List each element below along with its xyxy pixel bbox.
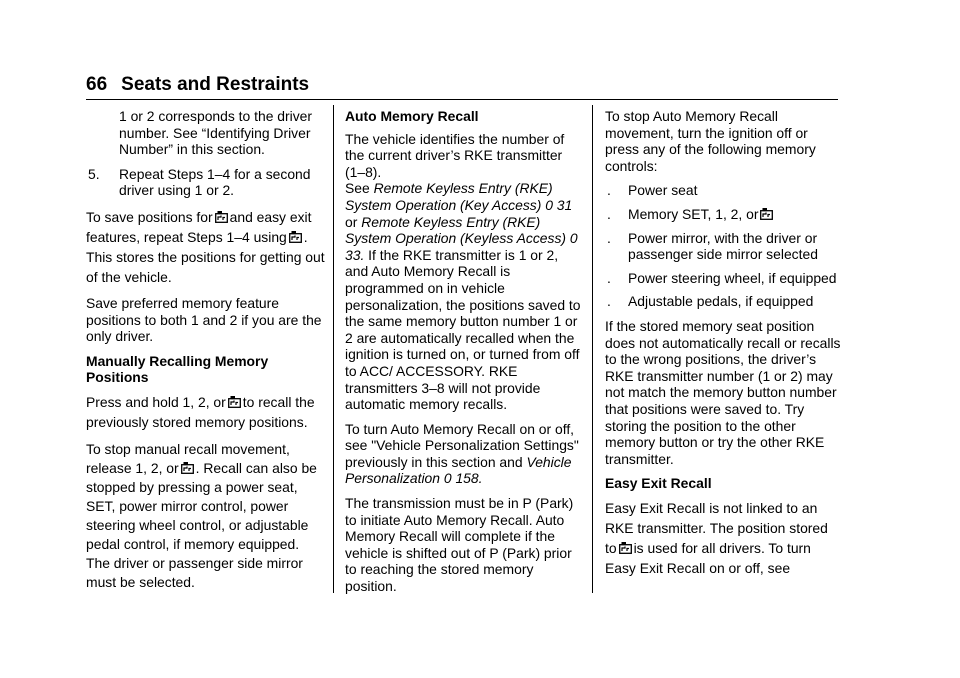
page-ref-arrow: 0 <box>443 470 452 487</box>
easy-exit-text-1: Easy Exit Recall is not linked to an RKE transmitter. The position stored to <box>605 499 828 556</box>
stop-auto-para: To stop Auto Memory Recall movement, turn the ignition off or press any of the following memory controls: <box>605 108 816 174</box>
or-text: or <box>345 213 358 230</box>
page-ref-arrow: 0 <box>545 196 553 213</box>
see-text: See <box>345 180 370 197</box>
list-item <box>605 293 841 310</box>
easy-exit-button-icon <box>215 211 228 223</box>
auto-memory-heading: Auto Memory Recall <box>345 108 479 124</box>
stop-text-2: . Recall can also be stopped by pressing a power seat, SET, power mirror control, power steering wheel control, or adjustable pedal control, if memory equipped. The driver or passenger side mirror must be selected. <box>86 459 317 590</box>
save-text-1: To save positions for <box>86 208 213 225</box>
bullet: . <box>607 182 611 199</box>
section-title: Seats and Restraints <box>121 74 310 95</box>
manual-recall-heading: Manually Recalling Memory Positions <box>86 352 269 386</box>
page-ref-158[interactable]: 158. <box>455 470 483 487</box>
page-ref-31[interactable]: 31 <box>556 196 573 213</box>
bullet: . <box>607 205 611 222</box>
save-text-3: . This stores the positions for getting out of the vehicle. <box>86 228 325 285</box>
column-divider-2 <box>592 105 593 593</box>
save-preferred-para: Save preferred memory feature positions to both 1 and 2 if you are the only driver. <box>86 294 322 345</box>
press-hold-para <box>86 392 326 432</box>
step-text: Repeat Steps 1–4 for a second driver using 1 or 2. <box>119 165 311 199</box>
bullet-text-part: Memory SET, 1, 2, or <box>628 205 759 222</box>
bullet: . <box>607 269 611 286</box>
list-item <box>605 230 841 263</box>
auto-memory-para-4: The transmission must be in P (Park) to initiate Auto Memory Recall. Auto Memory Recall will complete if the vehicle is shifted out of P (Park) prior to reaching the stored memory position. <box>345 495 574 595</box>
step-number: 5. <box>88 165 100 182</box>
bullet-text <box>628 206 775 223</box>
page-number: 66 <box>86 74 108 95</box>
page-ref-33[interactable]: 33. <box>345 246 365 263</box>
bullet-text: Adjustable pedals, if equipped <box>628 293 814 310</box>
auto-memory-para-1: The vehicle identifies the number of the current driver’s RKE transmitter (1–8). <box>345 130 565 180</box>
stop-text-1: To stop manual recall movement, release 1, 2, or <box>86 440 290 476</box>
cross-ref-rke-key-access[interactable]: Remote Keyless Entry (RKE) System Operation (Key Access) <box>345 180 553 213</box>
bullet: . <box>607 229 611 246</box>
column-3 <box>605 108 841 586</box>
turn-on-off-text: To turn Auto Memory Recall on or off, see "Vehicle Personalization Settings" previously in this section and <box>345 420 579 470</box>
bullet: . <box>607 293 611 310</box>
easy-exit-button-icon <box>228 396 241 408</box>
easy-exit-text-2: is used for all drivers. To turn Easy Exit Recall on or off, see <box>605 539 811 576</box>
cross-ref-rke-keyless-access[interactable]: Remote Keyless Entry (RKE) System Operation (Keyless Access) <box>345 213 567 247</box>
column-2 <box>345 108 581 603</box>
auto-memory-text: If the RKE transmitter is 1 or 2, and Auto Memory Recall is programmed on in vehicle personalization, the positions saved to the same memory button number 1 or 2 are automatically recalled when the ignition is turned on, or turned from off to ACC/ ACCESSORY. RKE transmitters 3–8 will not provide automatic memory recalls. <box>345 246 581 413</box>
mismatch-para: If the stored memory seat position does not automatically recall or recalls to the wrong positions, the driver’s RKE transmitter number (1 or 2) may not match the memory button number that positions were saved to. Try storing the position to the other memory button or try the other RKE transmitter. <box>605 317 841 467</box>
step-5 <box>86 166 326 199</box>
auto-memory-para-3 <box>345 421 581 487</box>
easy-exit-heading: Easy Exit Recall <box>605 475 712 492</box>
bullet-text: Power steering wheel, if equipped <box>628 269 837 286</box>
header-rule <box>86 99 838 100</box>
page-header <box>86 74 309 96</box>
easy-exit-button-icon <box>619 542 632 554</box>
stop-manual-para <box>86 440 326 592</box>
easy-exit-button-icon <box>760 208 773 220</box>
easy-exit-button-icon <box>289 231 302 243</box>
list-item <box>605 182 841 199</box>
continued-text: 1 or 2 corresponds to the driver number. See “Identifying Driver Number” in this section. <box>119 108 313 158</box>
save-text-2: and easy exit features, repeat Steps 1–4 using <box>86 208 312 245</box>
press-text-1: Press and hold 1, 2, or <box>86 393 226 410</box>
easy-exit-para <box>605 498 841 578</box>
column-divider-1 <box>333 105 334 593</box>
easy-exit-button-icon <box>181 462 194 474</box>
auto-memory-para-2 <box>345 180 581 412</box>
save-positions-para <box>86 207 326 287</box>
cross-ref-vehicle-personalization[interactable]: Vehicle Personalization <box>345 453 572 487</box>
page-ref-arrow: 0 <box>569 230 578 247</box>
bullet-text: Power mirror, with the driver or passenger side mirror selected <box>628 229 818 263</box>
column-1 <box>86 108 326 600</box>
list-item <box>605 270 841 287</box>
press-text-2: to recall the previously stored memory positions. <box>86 393 315 430</box>
list-item <box>605 206 841 223</box>
bullet-text: Power seat <box>628 182 698 199</box>
